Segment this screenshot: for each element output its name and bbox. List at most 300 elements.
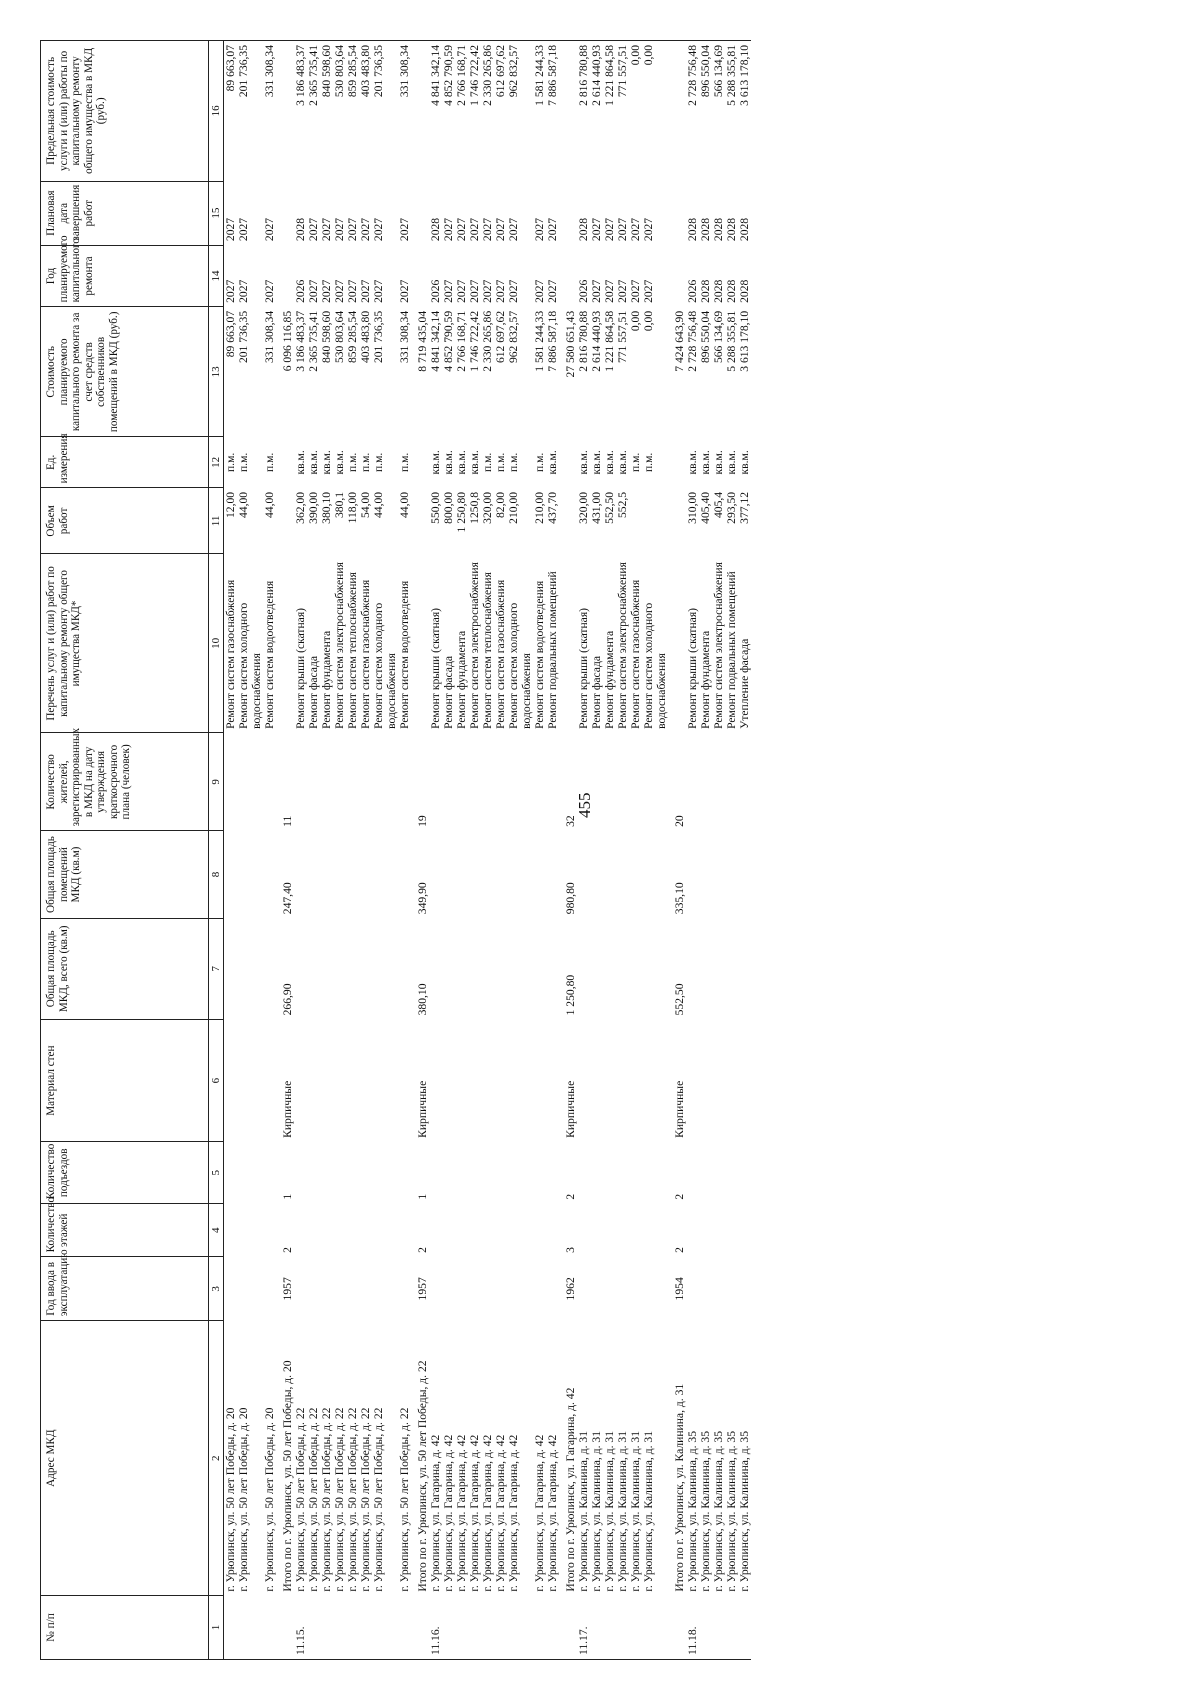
cell-limit: 771 557,51 — [616, 41, 629, 182]
cell-addr: Итого по г. Урюпинск, ул. 50 лет Победы, д. 22 — [416, 1360, 430, 1592]
cell-limit: 7 886 587,18 — [546, 41, 559, 182]
cell-floors — [333, 1204, 346, 1257]
cell-ydone: 2027 — [442, 217, 456, 242]
table-row — [481, 41, 494, 1660]
cell-cost: 3 613 178,10 — [737, 310, 751, 372]
cell-cost: 1 221 864,58 — [602, 310, 616, 372]
table-row — [616, 41, 629, 1660]
cell-ydone: 2027 — [641, 217, 655, 242]
table-row — [712, 41, 725, 1660]
column-number-5: 5 — [209, 1142, 224, 1204]
cell-unit: п.м. — [641, 452, 655, 473]
cell-work: Ремонт фундамента — [602, 630, 616, 729]
cell-entr — [468, 1142, 481, 1204]
cell-entr — [224, 1142, 237, 1204]
cell-unit: кв.м. — [615, 450, 629, 475]
cell-area2 — [603, 831, 616, 918]
cell-entr — [481, 1142, 494, 1204]
cell-limit: 4 852 790,59 — [442, 41, 455, 182]
cell-work: Ремонт систем холодного водоснабжения — [237, 602, 264, 729]
cell-people — [494, 733, 507, 831]
cell-entr — [442, 1142, 455, 1204]
column-number-13: 13 — [209, 307, 224, 437]
cell-yplan: 2026 — [294, 279, 308, 303]
cell-unit: кв.м. — [455, 450, 469, 475]
cell-yplan: 2027 — [359, 279, 373, 303]
cell-addr: г. Урюпинск, ул. 50 лет Победы, д. 22 — [346, 1407, 360, 1592]
cell-entr — [738, 1142, 751, 1204]
cell-yplan: 2027 — [263, 279, 277, 303]
cell-vol: 320,00 — [481, 491, 495, 524]
column-header-9: Количество жителей, зарегистрированных в МКД на дату утверждения краткосрочного плана (человек) — [41, 733, 209, 831]
cell-cost: 1 746 722,42 — [468, 310, 482, 372]
cell-cost: 2 330 265,86 — [481, 310, 495, 372]
cell-vol: 377,12 — [737, 491, 751, 524]
cell-area2 — [616, 831, 629, 918]
cell-cost: 530 803,64 — [333, 310, 347, 364]
cell-vol: 380,10 — [320, 491, 334, 524]
table-row — [603, 41, 616, 1660]
cell-people — [699, 733, 712, 831]
table-row — [455, 41, 468, 1660]
total-row — [276, 41, 294, 1660]
cell-area — [590, 918, 603, 1019]
cell-entr — [398, 1142, 411, 1204]
cell-year — [494, 1257, 507, 1321]
cell-yplan: 2027 — [506, 279, 520, 303]
cell-entr: 1 — [281, 1193, 295, 1200]
cell-ydone — [668, 181, 686, 245]
cell-year — [263, 1257, 276, 1321]
cell-area2 — [699, 831, 712, 918]
cell-area2 — [494, 831, 507, 918]
cell-num — [725, 1596, 738, 1660]
cell-wall — [642, 1019, 668, 1141]
cell-year — [590, 1257, 603, 1321]
cell-addr: г. Урюпинск, ул. 50 лет Победы, д. 20 — [263, 1407, 277, 1592]
cell-limit: 331 308,34 — [263, 41, 276, 182]
cell-year — [398, 1257, 411, 1321]
cell-wall: Кирпичные — [281, 1080, 295, 1138]
cell-num — [629, 1596, 642, 1660]
cell-year — [603, 1257, 616, 1321]
cell-unit: п.м. — [346, 452, 360, 473]
cell-yplan — [559, 245, 577, 307]
cell-people — [481, 733, 494, 831]
cell-vol: 293,50 — [724, 491, 738, 524]
cell-floors — [590, 1204, 603, 1257]
cell-floors — [294, 1204, 307, 1257]
cell-ydone — [559, 181, 577, 245]
table-row — [546, 41, 559, 1660]
cell-ydone: 2027 — [532, 217, 546, 242]
cell-ydone: 2027 — [468, 217, 482, 242]
table-row — [629, 41, 642, 1660]
cell-area — [577, 918, 590, 1019]
cell-wall — [224, 1019, 237, 1141]
cell-vol: 550,00 — [429, 491, 443, 524]
cell-floors — [603, 1204, 616, 1257]
cell-year — [642, 1257, 668, 1321]
cell-work: Утепление фасада — [737, 638, 751, 729]
cell-area — [224, 918, 237, 1019]
cell-unit — [559, 437, 577, 488]
cell-cost: 27 580 651,43 — [563, 310, 577, 378]
cell-cost: 2 614 440,93 — [589, 310, 603, 372]
cell-work: Ремонт систем газоснабжения — [359, 579, 373, 729]
cell-work: Ремонт систем электроснабжения — [333, 562, 347, 729]
cell-addr: г. Урюпинск, ул. Калинина, д. 35 — [724, 1430, 738, 1592]
cell-floors: 2 — [281, 1247, 295, 1253]
cell-people — [333, 733, 346, 831]
cell-yplan: 2028 — [737, 279, 751, 303]
cell-people — [629, 733, 642, 831]
cell-entr — [494, 1142, 507, 1204]
cell-wall — [333, 1019, 346, 1141]
cell-num: 11.15. — [294, 1596, 307, 1660]
cell-wall — [359, 1019, 372, 1141]
cell-limit: 2 365 735,41 — [307, 41, 320, 182]
cell-work: Ремонт систем теплоснабжения — [481, 572, 495, 729]
cell-limit: 201 736,35 — [372, 41, 398, 182]
cell-wall — [346, 1019, 359, 1141]
cell-floors — [577, 1204, 590, 1257]
cell-floors — [307, 1204, 320, 1257]
cell-ydone: 2028 — [429, 217, 443, 242]
cell-cost: 3 186 483,37 — [294, 310, 308, 372]
cell-year — [307, 1257, 320, 1321]
cell-addr: г. Урюпинск, ул. Калинина, д. 35 — [698, 1430, 712, 1592]
cell-vol — [559, 488, 577, 554]
cell-work: Ремонт фасада — [442, 656, 456, 729]
cell-addr: г. Урюпинск, ул. Гагарина, д. 42 — [468, 1434, 482, 1592]
cell-addr: Итого по г. Урюпинск, ул. Гагарина, д. 42 — [563, 1387, 577, 1592]
cell-ydone: 2027 — [398, 217, 412, 242]
cell-unit: кв.м. — [442, 450, 456, 475]
cell-wall — [263, 1019, 276, 1141]
cell-yplan: 2027 — [545, 279, 559, 303]
cell-unit: кв.м. — [294, 450, 308, 475]
cell-yplan: 2028 — [698, 279, 712, 303]
cell-ydone — [276, 181, 294, 245]
cell-people: 20 — [672, 815, 686, 827]
total-row — [559, 41, 577, 1660]
cell-floors — [455, 1204, 468, 1257]
cell-area: 1 250,80 — [563, 974, 577, 1016]
cell-wall — [294, 1019, 307, 1141]
cell-vol: 362,00 — [294, 491, 308, 524]
cell-work: Ремонт фундамента — [320, 630, 334, 729]
cell-limit: 3 613 178,10 — [738, 41, 751, 182]
cell-addr: г. Урюпинск, ул. Гагарина, д. 42 — [455, 1434, 469, 1592]
table-row — [320, 41, 333, 1660]
cell-floors — [263, 1204, 276, 1257]
cell-addr: г. Урюпинск, ул. Калинина, д. 35 — [685, 1430, 699, 1592]
cell-ydone: 2027 — [545, 217, 559, 242]
cell-vol: 210,00 — [506, 491, 520, 524]
cell-work: Ремонт систем газоснабжения — [494, 579, 507, 729]
column-number-9: 9 — [209, 733, 224, 831]
column-number-10: 10 — [209, 554, 224, 733]
cell-floors: 2 — [672, 1247, 686, 1253]
cell-year: 1954 — [672, 1277, 686, 1301]
cell-year — [577, 1257, 590, 1321]
cell-limit: 1 746 722,42 — [468, 41, 481, 182]
cell-cost: 612 697,62 — [494, 310, 507, 364]
table-row — [237, 41, 263, 1660]
cell-num — [333, 1596, 346, 1660]
cell-year — [468, 1257, 481, 1321]
cell-area: 266,90 — [281, 983, 295, 1016]
cell-work: Ремонт систем водоотведения — [263, 580, 277, 729]
cell-ydone: 2027 — [455, 217, 469, 242]
cell-vol: 390,00 — [307, 491, 321, 524]
cell-wall — [442, 1019, 455, 1141]
table-row — [442, 41, 455, 1660]
rotated-page — [40, 40, 1150, 1660]
cell-floors — [372, 1204, 398, 1257]
cell-ydone: 2027 — [615, 217, 629, 242]
cell-vol: 1 250,80 — [455, 491, 469, 533]
cell-ydone: 2027 — [602, 217, 616, 242]
cell-num — [712, 1596, 725, 1660]
cell-num — [372, 1596, 398, 1660]
cell-floors: 3 — [563, 1247, 577, 1253]
column-number-4: 4 — [209, 1204, 224, 1257]
cell-num — [507, 1596, 533, 1660]
column-number-3: 3 — [209, 1257, 224, 1321]
cell-num — [442, 1596, 455, 1660]
cell-work: Ремонт систем газоснабжения — [224, 579, 238, 729]
cell-addr: г. Урюпинск, ул. Гагарина, д. 42 — [506, 1434, 520, 1592]
cell-entr — [294, 1142, 307, 1204]
cell-cost: 840 598,60 — [320, 310, 334, 364]
cell-wall — [429, 1019, 442, 1141]
cell-unit: п.м. — [237, 452, 251, 473]
cell-area — [294, 918, 307, 1019]
page-number: 455 — [575, 792, 594, 818]
cell-num — [699, 1596, 712, 1660]
cell-area — [307, 918, 320, 1019]
column-header-14: Год планируемого капитального ремонта — [41, 245, 209, 307]
cell-area — [481, 918, 494, 1019]
cell-wall — [546, 1019, 559, 1141]
cell-unit: п.м. — [224, 452, 238, 473]
table-row — [577, 41, 590, 1660]
column-header-1: № п/п — [41, 1596, 209, 1660]
cell-addr: г. Урюпинск, ул. 50 лет Победы, д. 22 — [307, 1407, 321, 1592]
cell-addr: г. Урюпинск, ул. Калинина, д. 35 — [737, 1430, 751, 1592]
cell-cost: 2 728 756,48 — [685, 310, 699, 372]
cell-num — [668, 1596, 686, 1660]
cell-cost: 0,00 — [641, 310, 655, 332]
cell-year — [442, 1257, 455, 1321]
cell-ydone: 2027 — [307, 217, 321, 242]
cell-people: 32 — [563, 815, 577, 827]
cell-people — [372, 733, 398, 831]
cell-people: 19 — [416, 815, 430, 827]
cell-unit: п.м. — [481, 452, 495, 473]
cell-people — [642, 733, 668, 831]
cell-num — [494, 1596, 507, 1660]
table-body — [224, 41, 751, 1660]
cell-people — [263, 733, 276, 831]
cell-addr: г. Урюпинск, ул. Гагарина, д. 42 — [545, 1434, 559, 1592]
cell-yplan: 2027 — [455, 279, 469, 303]
cell-work: Ремонт систем холодного водоснабжения — [506, 602, 533, 729]
cell-cost: 331 308,34 — [263, 310, 277, 364]
cell-yplan: 2026 — [576, 279, 590, 303]
cell-floors — [629, 1204, 642, 1257]
cell-work: Ремонт систем теплоснабжения — [346, 572, 360, 729]
cell-unit: кв.м. — [589, 450, 603, 475]
cell-area — [629, 918, 642, 1019]
cell-yplan: 2027 — [372, 279, 386, 303]
cell-area2: 349,90 — [416, 882, 430, 915]
column-header-11: Объем работ — [41, 488, 209, 554]
column-header-5: Количество подъездов — [41, 1142, 209, 1204]
cell-floors — [224, 1204, 237, 1257]
cell-year — [507, 1257, 533, 1321]
cell-floors — [237, 1204, 263, 1257]
cell-wall — [686, 1019, 699, 1141]
cell-yplan: 2028 — [711, 279, 725, 303]
cell-work — [276, 554, 294, 733]
cell-area — [398, 918, 411, 1019]
cell-limit: 403 483,80 — [359, 41, 372, 182]
cell-limit: 0,00 — [629, 41, 642, 182]
cell-limit: 859 285,54 — [346, 41, 359, 182]
cell-vol: 800,00 — [442, 491, 456, 524]
cell-vol: 552,50 — [602, 491, 616, 524]
cell-wall — [237, 1019, 263, 1141]
cell-floors — [494, 1204, 507, 1257]
cell-floors — [616, 1204, 629, 1257]
cell-cost: 89 663,07 — [224, 310, 238, 358]
cell-area2 — [712, 831, 725, 918]
cell-entr — [590, 1142, 603, 1204]
cell-num — [481, 1596, 494, 1660]
cell-area — [725, 918, 738, 1019]
cell-area — [455, 918, 468, 1019]
cell-addr: Итого по г. Урюпинск, ул. Калинина, д. 31 — [672, 1383, 686, 1592]
cell-vol: 44,00 — [398, 491, 412, 519]
cell-ydone: 2027 — [494, 217, 507, 242]
cell-wall — [507, 1019, 533, 1141]
cell-floors — [725, 1204, 738, 1257]
cell-yplan: 2027 — [641, 279, 655, 303]
cell-work: Ремонт систем электроснабжения — [711, 562, 725, 729]
cell-addr: г. Урюпинск, ул. Калинина, д. 31 — [641, 1430, 655, 1592]
cell-unit: п.м. — [372, 452, 386, 473]
cell-year: 1957 — [281, 1277, 295, 1301]
table-row — [468, 41, 481, 1660]
cell-wall — [616, 1019, 629, 1141]
cell-area — [468, 918, 481, 1019]
cell-limit: 89 663,07 — [224, 41, 237, 182]
cell-unit — [668, 437, 686, 488]
cell-wall: Кирпичные — [672, 1080, 686, 1138]
cell-ydone: 2028 — [724, 217, 738, 242]
cell-limit: 530 803,64 — [333, 41, 346, 182]
cell-yplan — [668, 245, 686, 307]
cell-area2: 335,10 — [672, 882, 686, 915]
cell-people — [686, 733, 699, 831]
table-row — [346, 41, 359, 1660]
cell-vol: 12,00 — [224, 491, 238, 519]
cell-unit: кв.м. — [468, 450, 482, 475]
cell-entr — [712, 1142, 725, 1204]
cell-entr — [616, 1142, 629, 1204]
cell-work: Ремонт систем водоотведения — [532, 580, 546, 729]
cell-area — [346, 918, 359, 1019]
cell-area — [712, 918, 725, 1019]
cell-limit: 3 186 483,37 — [294, 41, 307, 182]
column-header-7: Общая площадь МКД, всего (кв.м) — [41, 918, 209, 1019]
cell-unit: кв.м. — [685, 450, 699, 475]
column-header-3: Год ввода в эксплуатацию — [41, 1257, 209, 1321]
cell-area2: 247,40 — [281, 882, 295, 915]
cell-cost: 5 288 355,81 — [724, 310, 738, 372]
cell-area — [263, 918, 276, 1019]
cell-entr: 2 — [563, 1193, 577, 1200]
cell-area: 552,50 — [672, 983, 686, 1016]
cell-area2 — [320, 831, 333, 918]
cell-vol: 405,4 — [711, 491, 725, 519]
cell-floors — [507, 1204, 533, 1257]
cell-people — [224, 733, 237, 831]
cell-people — [455, 733, 468, 831]
cell-addr: г. Урюпинск, ул. 50 лет Победы, д. 22 — [333, 1407, 347, 1592]
cell-wall — [699, 1019, 712, 1141]
cell-people — [359, 733, 372, 831]
column-header-2: Адрес МКД — [41, 1321, 209, 1596]
cell-work: Ремонт фасада — [307, 656, 321, 729]
cell-wall — [372, 1019, 398, 1141]
table-row — [699, 41, 712, 1660]
column-number-14: 14 — [209, 245, 224, 307]
column-header-8: Общая площадь помещений МКД (кв.м) — [41, 831, 209, 918]
cell-work: Ремонт подвальных помещений — [545, 571, 559, 729]
cell-wall — [590, 1019, 603, 1141]
cell-area — [237, 918, 263, 1019]
cell-unit: кв.м. — [711, 450, 725, 475]
cell-ydone: 2028 — [698, 217, 712, 242]
cell-yplan: 2027 — [320, 279, 334, 303]
cell-work: Ремонт систем газоснабжения — [628, 579, 642, 729]
cell-addr: г. Урюпинск, ул. Гагарина, д. 42 — [429, 1434, 443, 1592]
cell-area — [738, 918, 751, 1019]
cell-vol: 82,00 — [494, 491, 507, 519]
cell-ydone: 2027 — [333, 217, 347, 242]
cell-work: Ремонт систем холодного водоснабжения — [641, 602, 668, 729]
cell-ydone: 2028 — [576, 217, 590, 242]
cell-floors — [642, 1204, 668, 1257]
cell-num — [398, 1596, 411, 1660]
table-row — [494, 41, 507, 1660]
cell-area — [507, 918, 533, 1019]
cell-area2 — [738, 831, 751, 918]
cell-cost: 859 285,54 — [346, 310, 360, 364]
cell-year — [616, 1257, 629, 1321]
cell-vol: 44,00 — [263, 491, 277, 519]
cell-area2 — [629, 831, 642, 918]
cell-vol: 44,00 — [372, 491, 386, 519]
cell-work: Ремонт фундамента — [455, 630, 469, 729]
cell-year — [738, 1257, 751, 1321]
cell-area — [699, 918, 712, 1019]
cell-people — [320, 733, 333, 831]
